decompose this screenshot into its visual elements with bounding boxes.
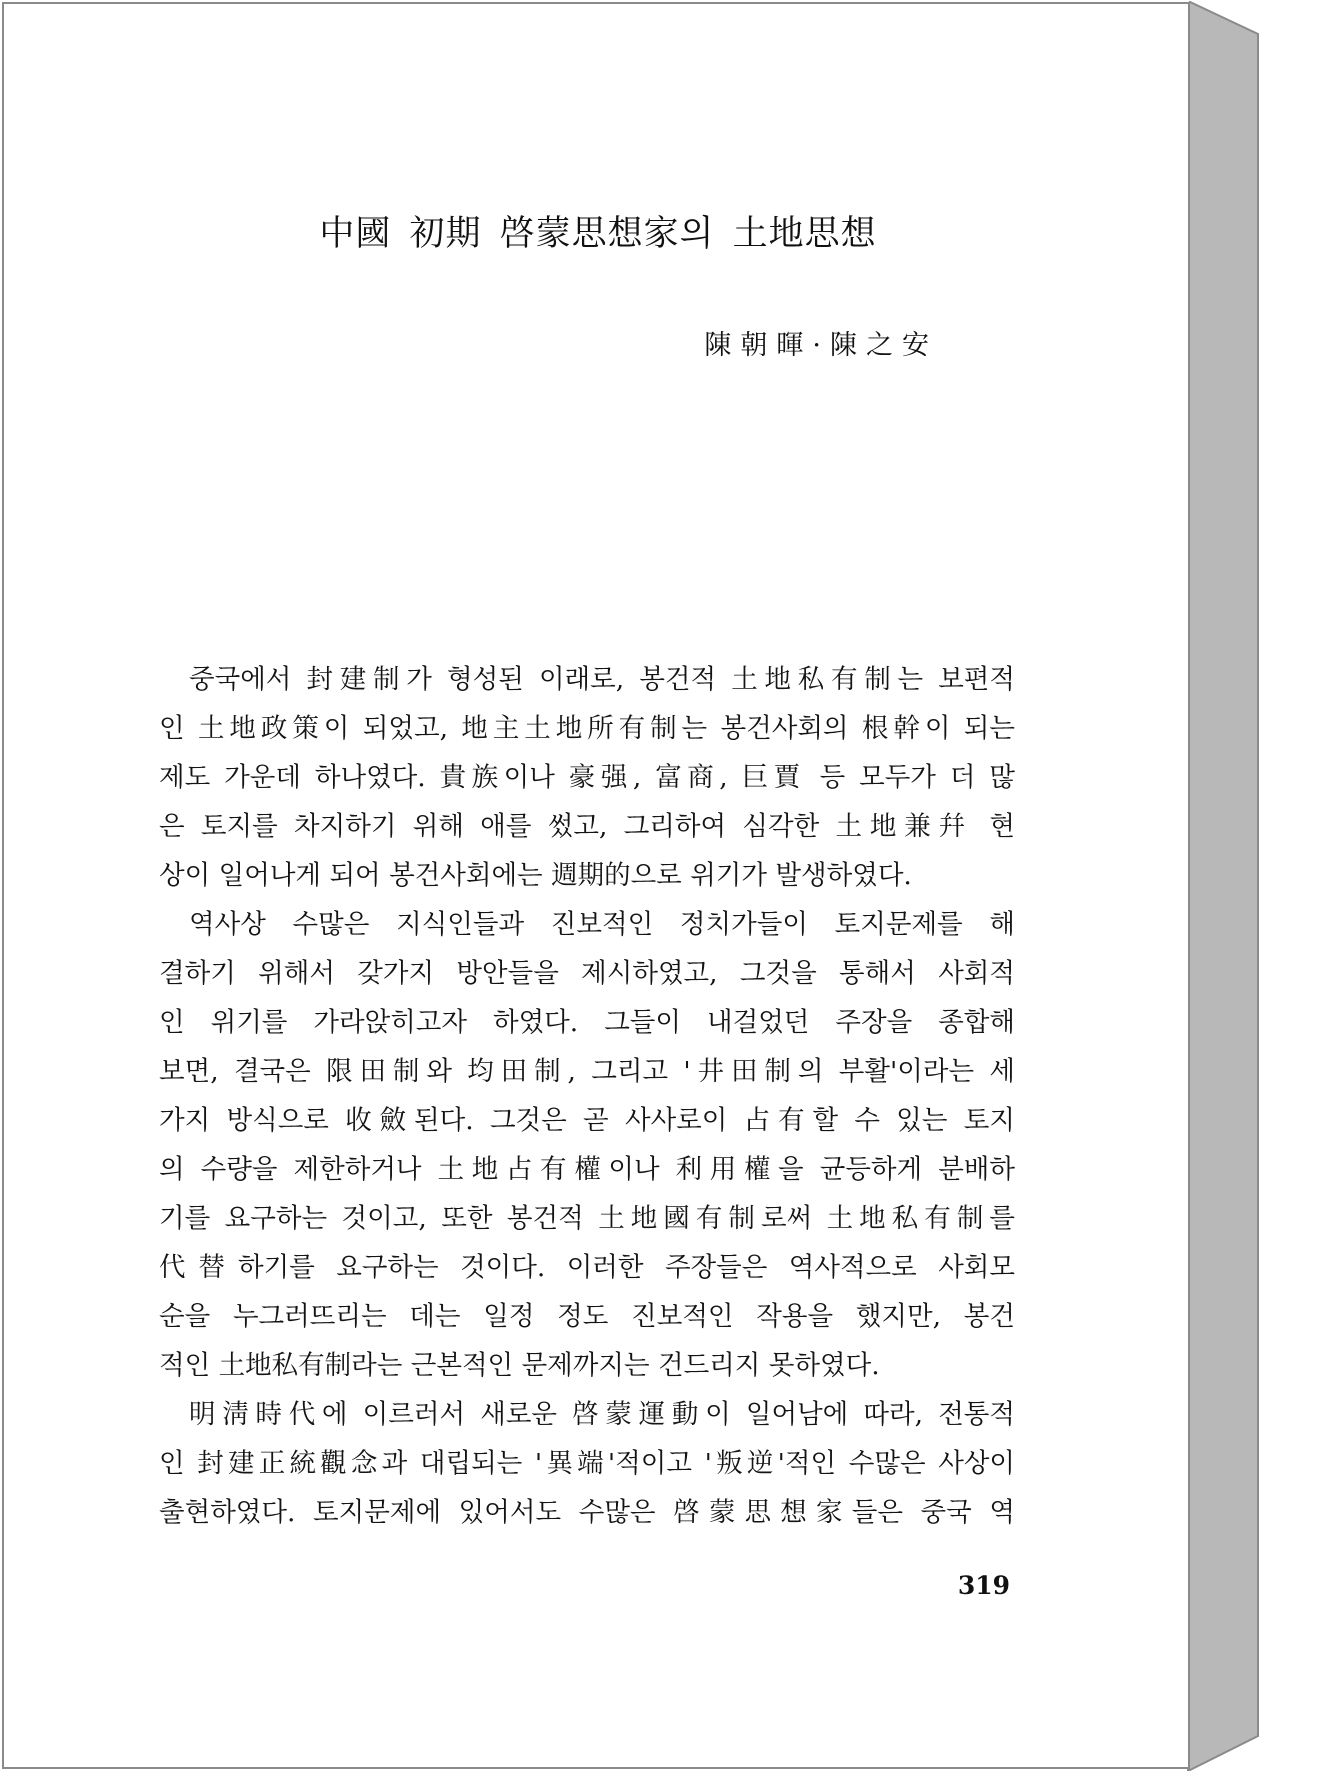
paragraph-3-line-1: 明淸時代에 이르러서 새로운 啓蒙運動이 일어남에 따라, 전통적: [189, 1399, 1015, 1430]
paragraph-2-line-7: 기를 요구하는 것이고, 또한 봉건적 土地國有制로써 土地私有制를: [159, 1203, 1015, 1234]
page-title: 中國 初期 啓蒙思想家의 土地思想: [319, 214, 877, 254]
page-number: 319: [957, 1571, 1010, 1600]
paragraph-2-line-3: 인 위기를 가라앉히고자 하였다. 그들이 내걸었던 주장을 종합해: [159, 1007, 1015, 1038]
document-page: [2, 2, 1190, 1769]
paragraph-2-line-8: 代替하기를 요구하는 것이다. 이러한 주장들은 역사적으로 사회모: [159, 1252, 1015, 1283]
paragraph-1-line-1: 중국에서 封建制가 형성된 이래로, 봉건적 土地私有制는 보편적: [189, 664, 1015, 695]
paragraph-2-line-10: 적인 土地私有制라는 근본적인 문제까지는 건드리지 못하였다.: [159, 1350, 880, 1381]
paragraph-1-line-5: 상이 일어나게 되어 봉건사회에는 週期的으로 위기가 발생하였다.: [159, 860, 912, 891]
paragraph-1-line-4: 은 토지를 차지하기 위해 애를 썼고, 그리하여 심각한 土地兼幷 현: [159, 811, 1015, 842]
paragraph-2-line-5: 가지 방식으로 收斂된다. 그것은 곧 사사로이 占有할 수 있는 토지: [159, 1105, 1015, 1136]
author-names: 陳朝暉·陳之安: [704, 330, 938, 361]
paragraph-2-line-1: 역사상 수많은 지식인들과 진보적인 정치가들이 토지문제를 해: [189, 909, 1015, 940]
paragraph-3-line-3: 출현하였다. 토지문제에 있어서도 수많은 啓蒙思想家들은 중국 역: [159, 1497, 1015, 1528]
paragraph-1-line-3: 제도 가운데 하나였다. 貴族이나 豪强, 富商, 巨賈 등 모두가 더 많: [159, 762, 1015, 793]
body-text: [159, 655, 1015, 1537]
paragraph-3-line-2: 인 封建正統觀念과 대립되는 '異端'적이고 '叛逆'적인 수많은 사상이: [159, 1448, 1015, 1479]
paragraph-1-line-2: 인 土地政策이 되었고, 地主土地所有制는 봉건사회의 根幹이 되는: [159, 713, 1015, 744]
paragraph-2-line-4: 보면, 결국은 限田制와 均田制, 그리고 '井田制의 부활'이라는 세: [159, 1056, 1015, 1087]
paragraph-2-line-6: 의 수량을 제한하거나 土地占有權이나 利用權을 균등하게 분배하: [159, 1154, 1015, 1185]
paragraph-2-line-9: 순을 누그러뜨리는 데는 일정 정도 진보적인 작용을 했지만, 봉건: [159, 1301, 1015, 1332]
paragraph-2-line-2: 결하기 위해서 갖가지 방안들을 제시하였고, 그것을 통해서 사회적: [159, 958, 1015, 989]
